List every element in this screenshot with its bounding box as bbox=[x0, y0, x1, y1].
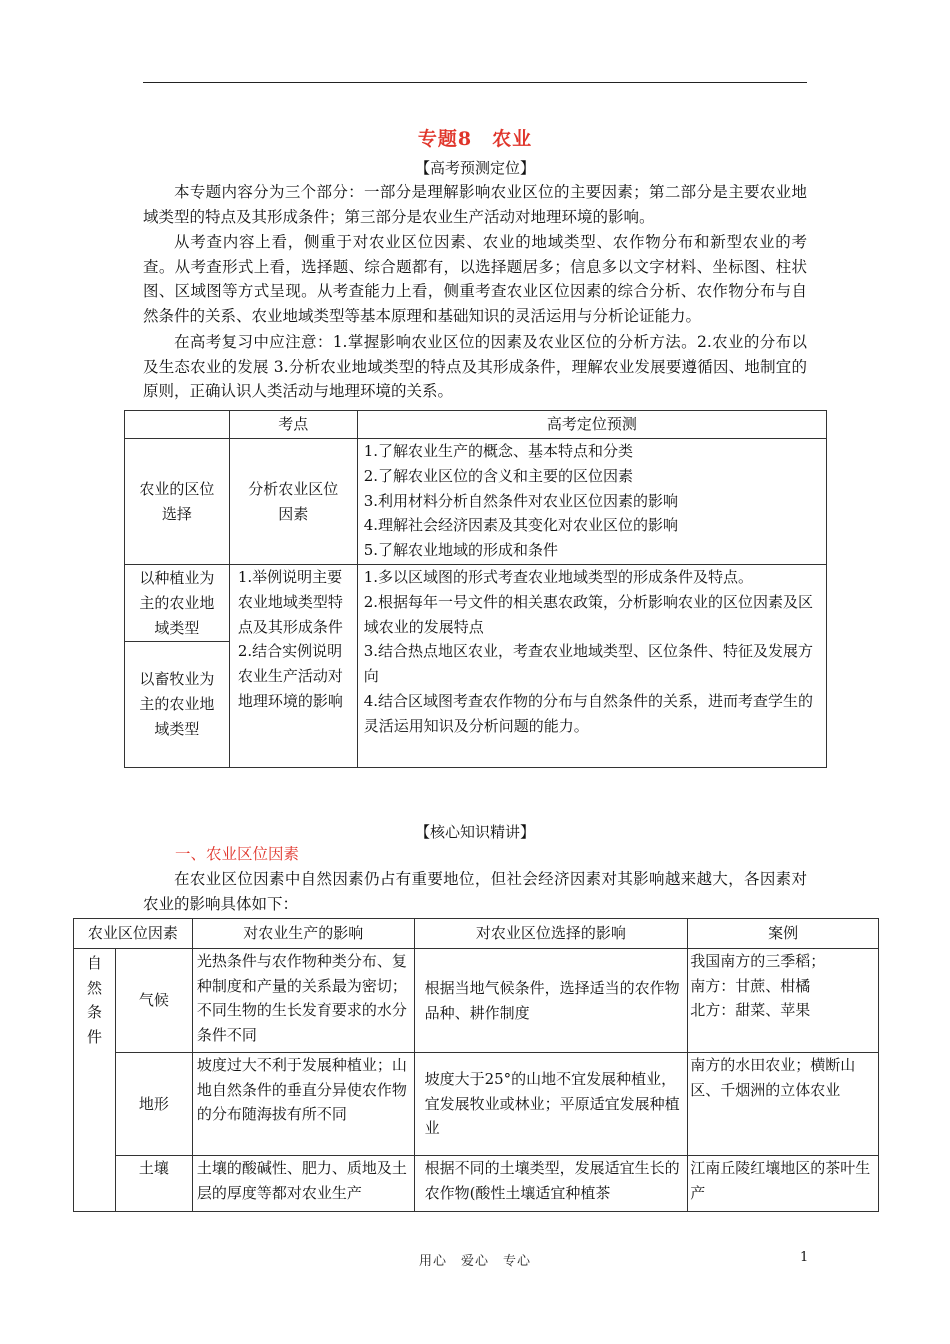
page-number: 1 bbox=[800, 1250, 809, 1265]
table-row bbox=[74, 949, 879, 1053]
table-row bbox=[125, 565, 827, 642]
choice-cell: 根据不同的土壤类型，发展适宜生长的农作物(酸性土壤适宜种植茶 bbox=[414, 1156, 688, 1212]
prediction-item: 2.了解农业区位的含义和主要的区位因素 bbox=[363, 466, 634, 485]
case-cell bbox=[688, 1156, 879, 1212]
table-header-row bbox=[74, 919, 879, 949]
factor-cell: 土壤 bbox=[115, 1156, 192, 1212]
table-header-cell: 高考定位预测 bbox=[357, 411, 826, 439]
prediction-cell bbox=[357, 439, 826, 565]
topic-cell: 以畜牧业为主的农业地域类型 bbox=[125, 642, 230, 768]
section-heading: 一、农业区位因素 bbox=[175, 845, 300, 863]
case-cell bbox=[688, 949, 879, 1053]
point-cell: 1.举例说明主要农业地域类型特点及其形成条件 2.结合实例说明农业生产活动对地理环境的影响 bbox=[229, 565, 357, 768]
table-header-row bbox=[125, 411, 827, 439]
prediction-item: 3.利用材料分析自然条件对农业区位因素的影响 bbox=[363, 491, 679, 510]
prediction-item: 1.了解农业生产的概念、基本特点和分类 bbox=[363, 442, 634, 460]
effect-cell: 土壤的酸碱性、肥力、质地及土层的厚度等都对农业生产 bbox=[192, 1156, 414, 1212]
effect-cell: 坡度过大不利于发展种植业；山地自然条件的垂直分异使农作物的分布随海拔有所不同 bbox=[192, 1053, 414, 1156]
prediction-item: 3.结合热点地区农业，考查农业地域类型、区位条件、特征及发展方向 bbox=[363, 642, 814, 686]
factor-table bbox=[73, 918, 879, 1212]
case-item: 北方：甜菜、苹果 bbox=[690, 1001, 811, 1019]
page-footer: 用心 爱心 专心 bbox=[418, 1254, 531, 1269]
prediction-item: 1.多以区域图的形式考查农业地域类型的形成条件及特点。 bbox=[363, 568, 754, 586]
case-cell bbox=[688, 1053, 879, 1156]
table-header-cell: 案例 bbox=[688, 919, 879, 949]
group-label: 自然条件 bbox=[86, 954, 102, 1046]
subhead-core: 【核心知识精讲】 bbox=[414, 823, 535, 841]
case-item: 南方：甘蔗、柑橘 bbox=[690, 976, 811, 995]
topic-cell: 以种植业为主的农业地域类型 bbox=[125, 565, 230, 642]
table-header-cell: 对农业区位选择的影响 bbox=[414, 919, 688, 949]
table-header-cell: 农业区位因素 bbox=[74, 919, 193, 949]
page-title: 专题8 农业 bbox=[417, 128, 533, 150]
case-item: 南方的水田农业；横断山区、千烟洲的立体农业 bbox=[690, 1056, 856, 1099]
section-paragraph: 在农业区位因素中自然因素仍占有重要地位，但社会经济因素对其影响越来越大，各因素对农业的影响具体如下： bbox=[143, 870, 807, 913]
forecast-table bbox=[124, 410, 827, 768]
group-cell bbox=[74, 949, 116, 1212]
choice-cell: 坡度大于25°的山地不宜发展种植业，宜发展牧业或林业；平原适宜发展种植业 bbox=[414, 1053, 688, 1156]
table-header-cell bbox=[125, 411, 230, 439]
choice-cell: 根据当地气候条件，选择适当的农作物品种、耕作制度 bbox=[414, 949, 688, 1053]
table-row bbox=[125, 439, 827, 565]
effect-cell: 光热条件与农作物种类分布、复种制度和产量的关系最为密切；不同生物的生长发育要求的水分条件不同 bbox=[192, 949, 414, 1053]
prediction-item: 4.理解社会经济因素及其变化对农业区位的影响 bbox=[363, 516, 679, 535]
prediction-cell bbox=[357, 565, 826, 768]
prediction-item: 5.了解农业地域的形成和条件 bbox=[363, 541, 559, 560]
prediction-item: 2.根据每年一号文件的相关惠农政策，分析影响农业的区位因素及区域农业的发展特点 bbox=[363, 592, 814, 636]
prediction-item: 4.结合区域图考查农作物的分布与自然条件的关系，进而考查学生的灵活运用知识及分析问题的能力。 bbox=[363, 691, 814, 735]
paragraph-2: 从考查内容上看，侧重于对农业区位因素、农业的地域类型、农作物分布和新型农业的考查。从考查形式上看，选择题、综合题都有，以选择题居多；信息多以文字材料、坐标图、柱状图、区域图等方式呈现。从考查能力上看，侧重考查农业区位因素的综合分析、农作物分布与自然条件的关系、农业地域类型等基本原理和基础知识的灵活运用与分析论证能力。 bbox=[143, 233, 807, 325]
factor-cell: 气候 bbox=[115, 949, 192, 1053]
paragraph-1: 本专题内容分为三个部分：一部分是理解影响农业区位的主要因素；第二部分是主要农业地域类型的特点及其形成条件；第三部分是农业生产活动对地理环境的影响。 bbox=[143, 183, 807, 226]
table-row bbox=[74, 1053, 879, 1156]
case-item: 江南丘陵红壤地区的茶叶生产 bbox=[690, 1159, 871, 1202]
table-header-cell: 对农业生产的影响 bbox=[192, 919, 414, 949]
table-header-cell: 考点 bbox=[229, 411, 357, 439]
factor-cell: 地形 bbox=[115, 1053, 192, 1156]
point-cell: 分析农业区位因素 bbox=[229, 439, 357, 565]
topic-cell: 农业的区位选择 bbox=[125, 439, 230, 565]
table-row bbox=[74, 1156, 879, 1212]
subhead-forecast: 【高考预测定位】 bbox=[414, 159, 535, 177]
case-item: 我国南方的三季稻； bbox=[690, 952, 826, 970]
header-rule bbox=[143, 82, 807, 83]
paragraph-3: 在高考复习中应注意：1.掌握影响农业区位的因素及农业区位的分析方法。2.农业的分布以及生态农业的发展 3.分析农业地域类型的特点及其形成条件，理解农业发展要遵循因、地制宜的原则，正确认识人类活动与地理环境的关系。 bbox=[143, 333, 807, 400]
